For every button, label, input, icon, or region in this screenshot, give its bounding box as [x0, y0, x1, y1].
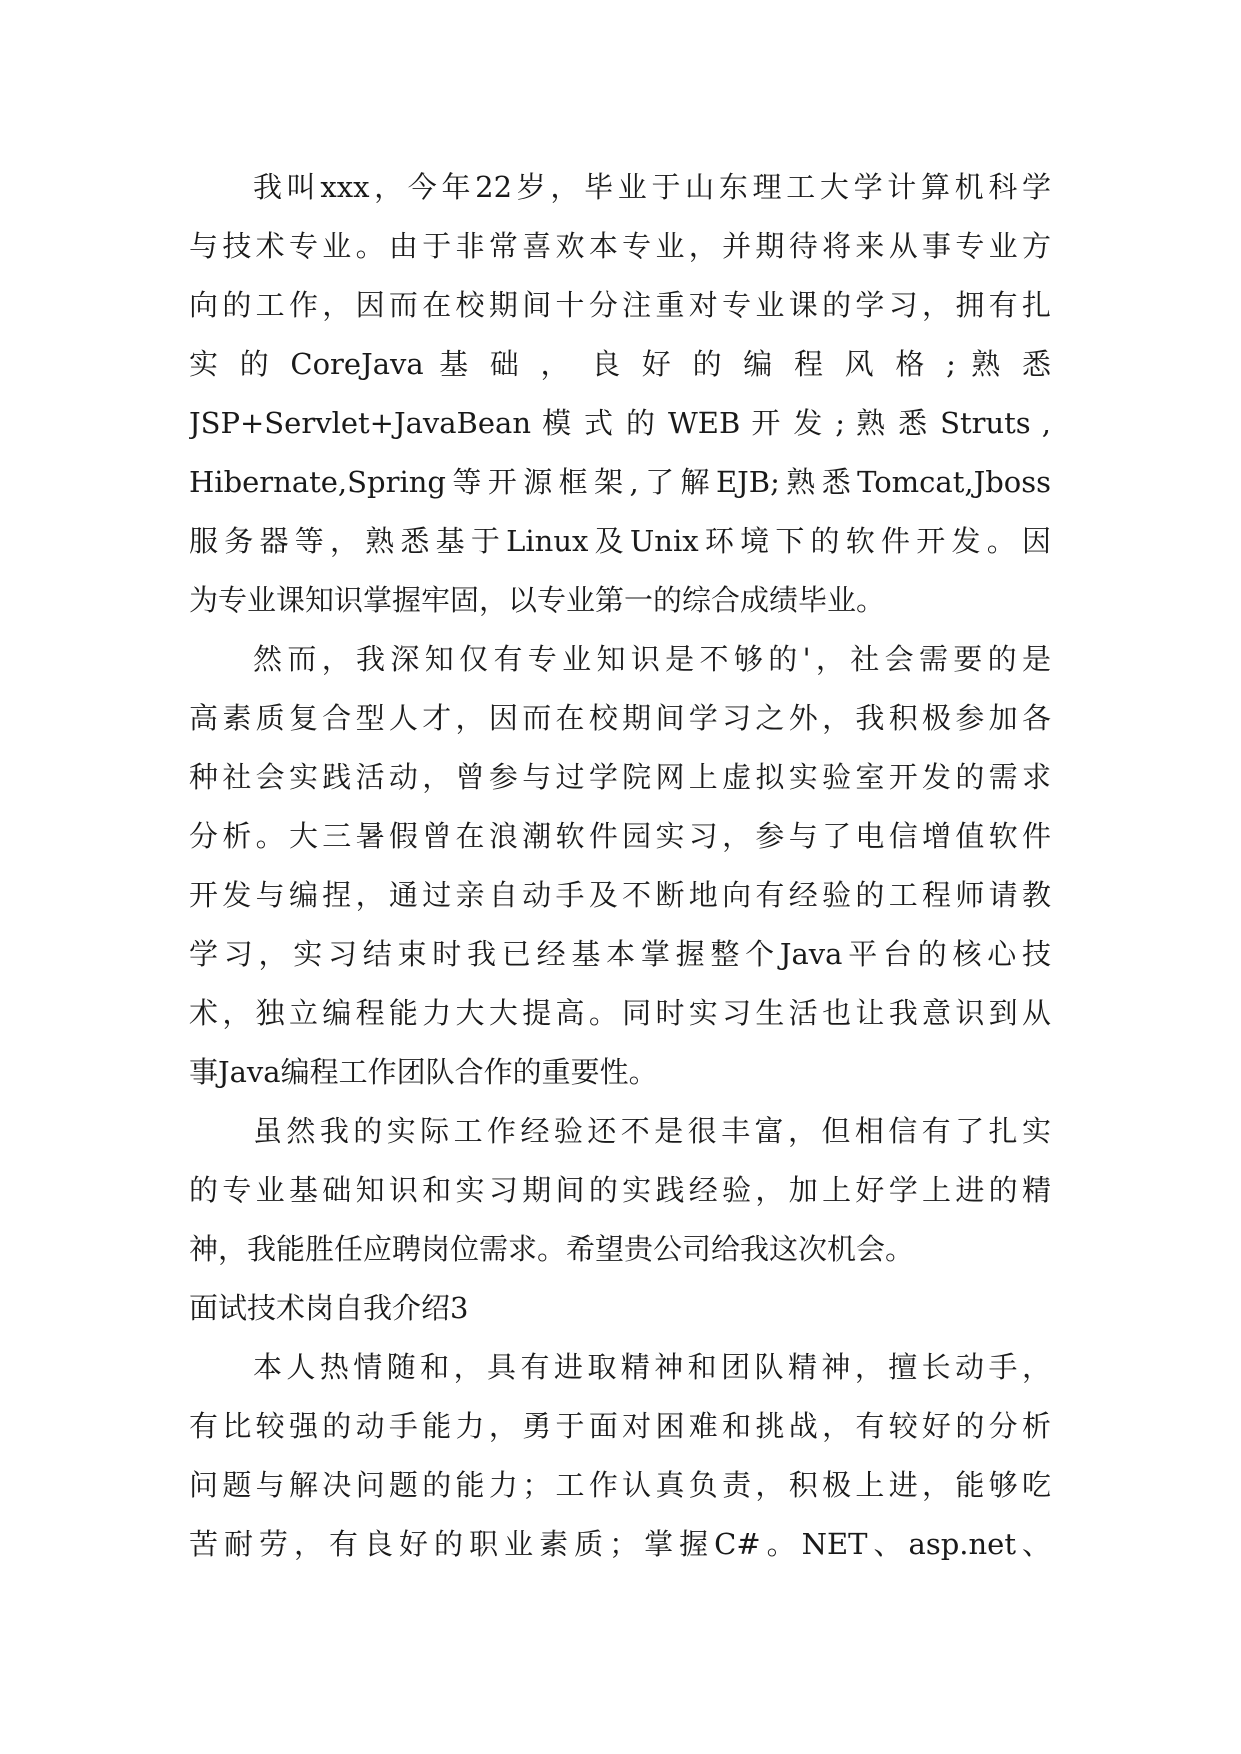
text-line: 本人热情随和，具有进取精神和团队精神，擅长动手， — [253, 1350, 1051, 1384]
document-page — [189, 158, 1051, 1574]
text-line: 虽然我的实际工作经验还不是很丰富，但相信有了扎实 — [253, 1114, 1051, 1148]
text-line: 学习，实习结束时我已经基本掌握整个Java平台的核心技 — [189, 937, 1051, 971]
text-line: 为专业课知识掌握牢固，以专业第一的综合成绩毕业。 — [189, 583, 886, 617]
section-heading: 面试技术岗自我介绍3 — [189, 1291, 469, 1325]
paragraph-education — [189, 158, 1051, 630]
text-line: 的专业基础知识和实习期间的实践经验，加上好学上进的精 — [189, 1173, 1051, 1207]
text-line: 我叫xxx，今年22岁，毕业于山东理工大学计算机科学 — [253, 170, 1051, 204]
text-line: 开发与编捏，通过亲自动手及不断地向有经验的工程师请教 — [189, 878, 1051, 912]
text-line: 实 的 CoreJava 基 础 ， 良 好 的 编 程 风 格 ; 熟 悉 — [189, 347, 1051, 381]
text-line: 问题与解决问题的能力；工作认真负责，积极上进，能够吃 — [189, 1468, 1051, 1502]
text-line: 分析。大三暑假曾在浪潮软件园实习，参与了电信增值软件 — [189, 819, 1051, 853]
paragraph-practice — [189, 630, 1051, 1102]
text-line: 高素质复合型人才，因而在校期间学习之外，我积极参加各 — [189, 701, 1051, 735]
paragraph-closing — [189, 1102, 1051, 1279]
text-line: 然而，我深知仅有专业知识是不够的'，社会需要的是 — [253, 642, 1051, 676]
text-line: JSP+Servlet+JavaBean 模 式 的 WEB 开 发 ; 熟 悉 Struts , — [189, 406, 1051, 440]
text-line: 有比较强的动手能力，勇于面对困难和挑战，有较好的分析 — [189, 1409, 1051, 1443]
text-line: 神，我能胜任应聘岗位需求。希望贵公司给我这次机会。 — [189, 1232, 915, 1266]
text-line: 服务器等，熟悉基于Linux及Unix环境下的软件开发。因 — [189, 524, 1051, 558]
text-line: Hibernate,Spring等开源框架,了解EJB;熟悉Tomcat,Jboss — [189, 465, 1051, 499]
text-line: 与技术专业。由于非常喜欢本专业，并期待将来从事专业方 — [189, 229, 1051, 263]
text-line: 向的工作，因而在校期间十分注重对专业课的学习，拥有扎 — [189, 288, 1051, 322]
text-line: 苦耐劳，有良好的职业素质；掌握C#。NET、asp.net、 — [189, 1527, 1051, 1561]
text-line: 种社会实践活动，曾参与过学院网上虚拟实验室开发的需求 — [189, 760, 1051, 794]
text-line: 事Java编程工作团队合作的重要性。 — [189, 1055, 658, 1089]
paragraph-self-intro-3 — [189, 1338, 1051, 1574]
text-line: 术，独立编程能力大大提高。同时实习生活也让我意识到从 — [189, 996, 1051, 1030]
